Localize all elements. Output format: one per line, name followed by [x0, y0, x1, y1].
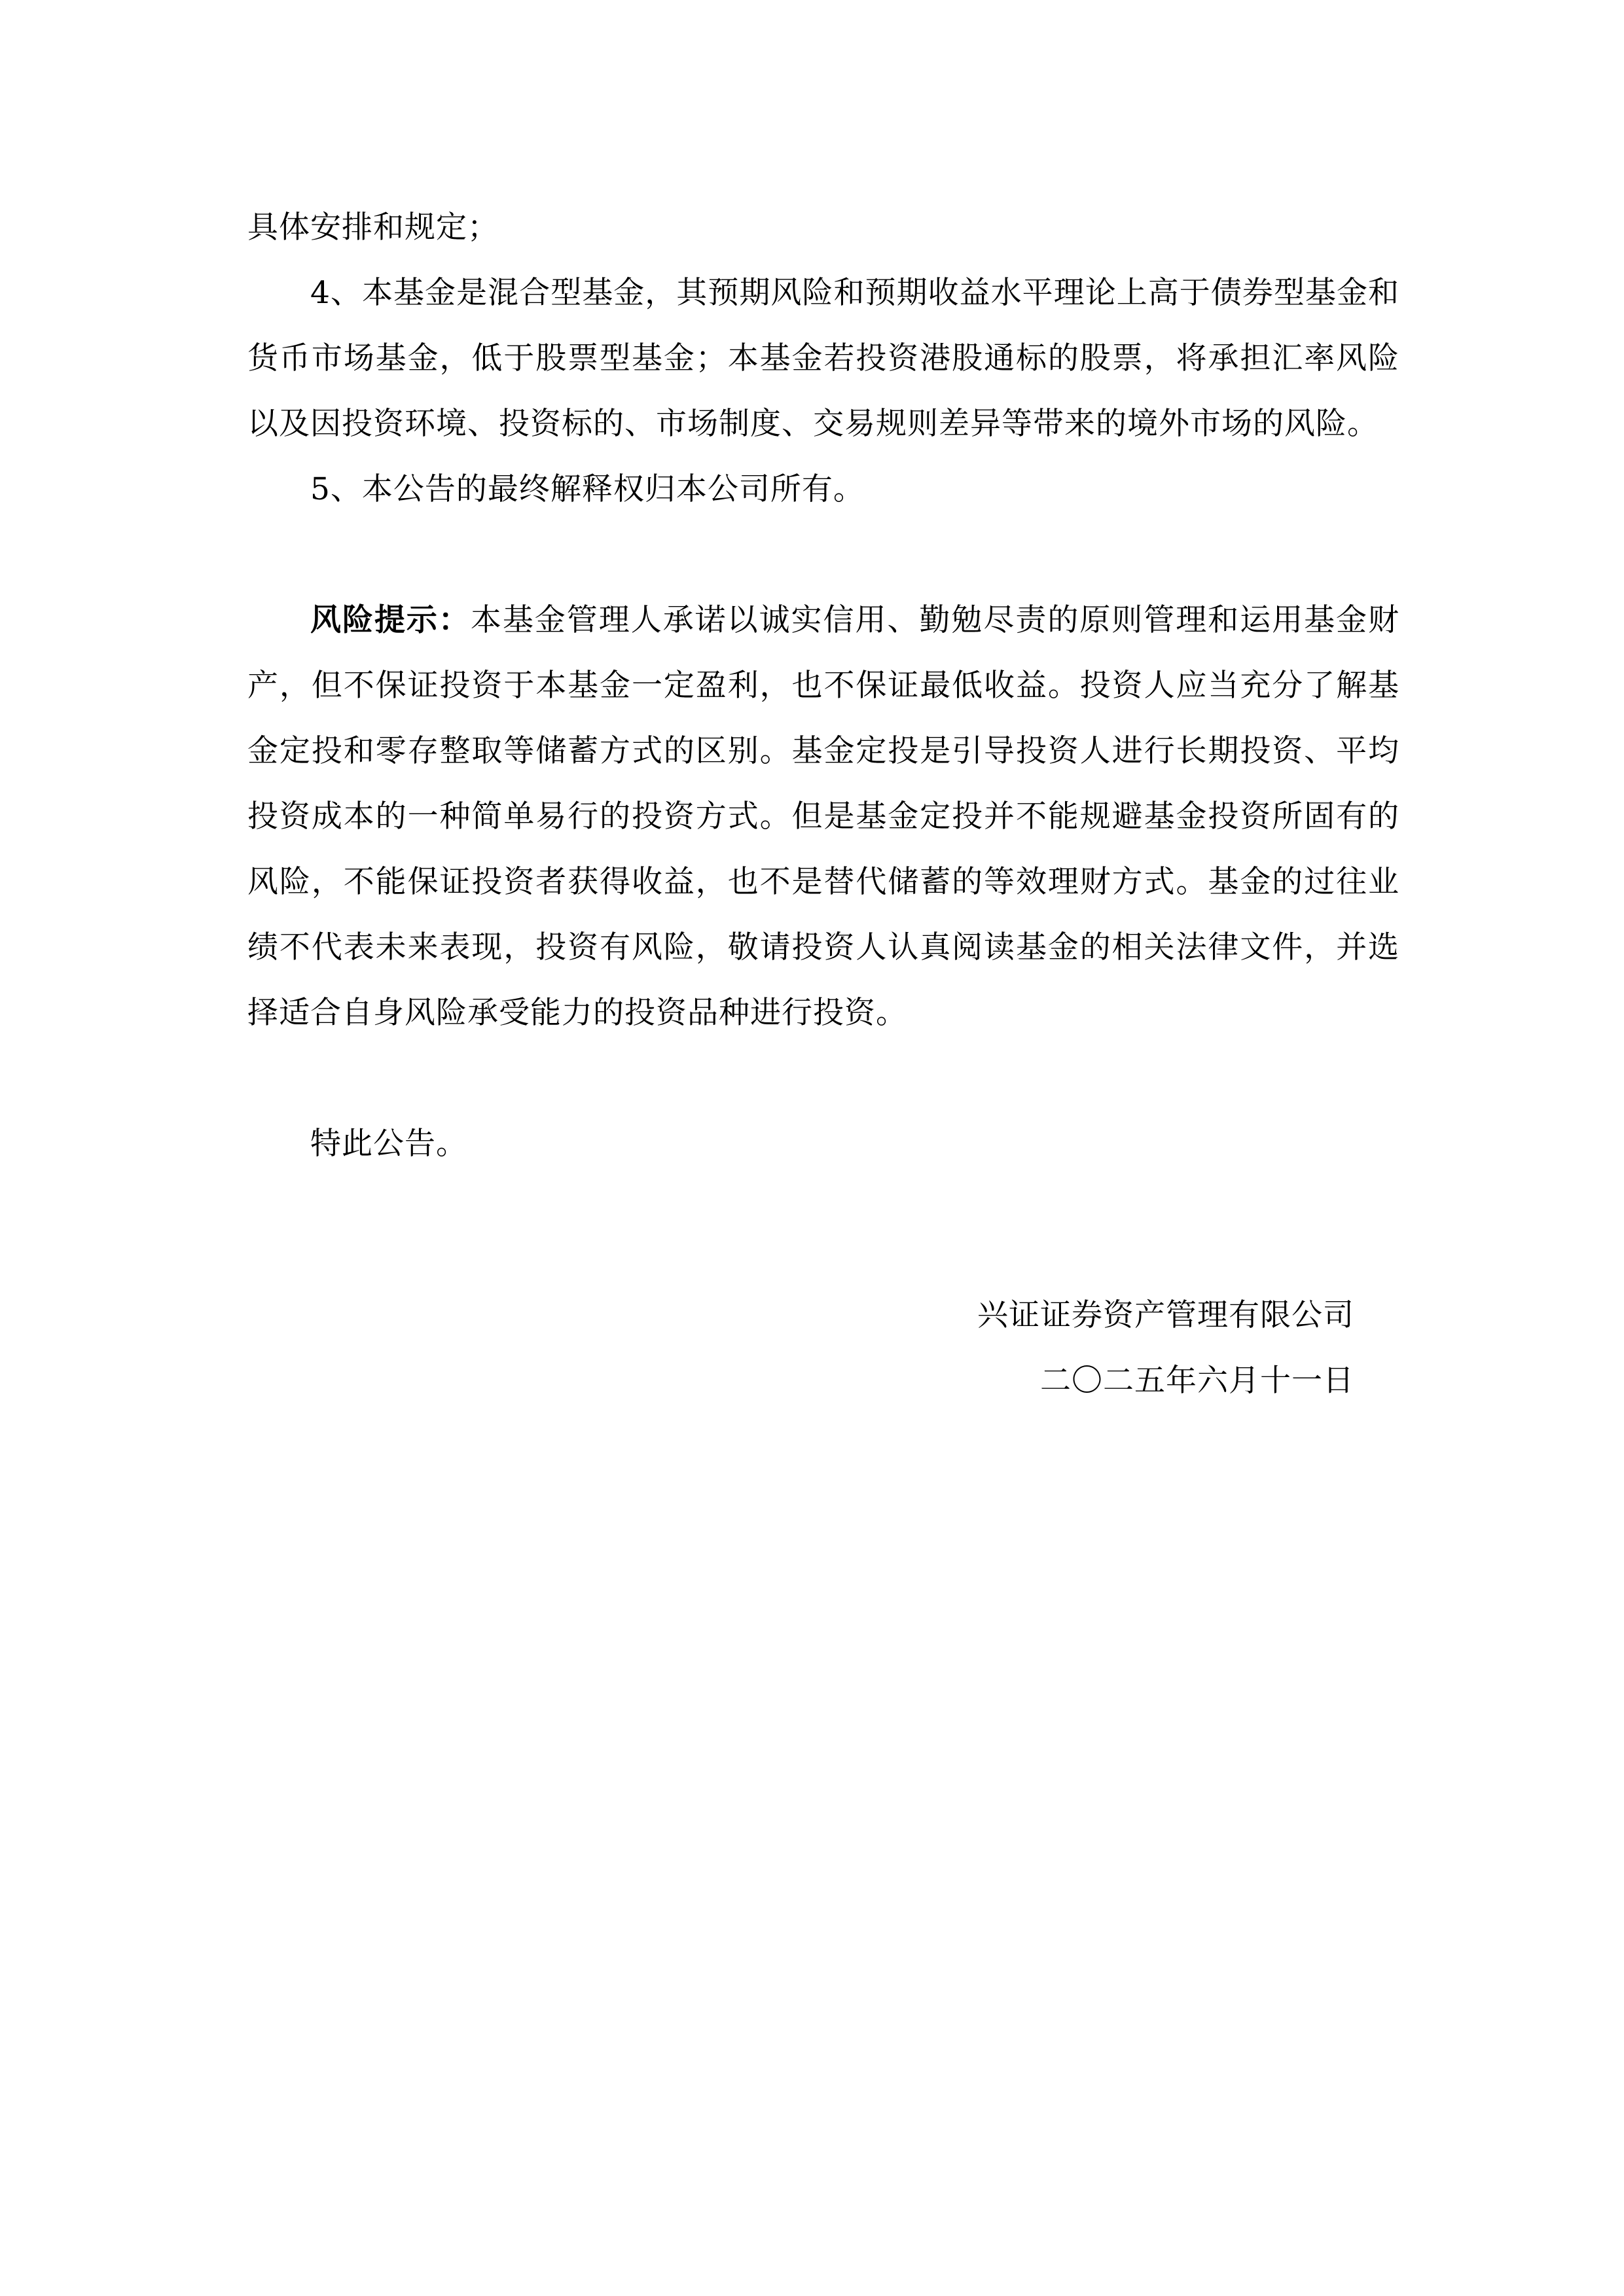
document-body: [247, 195, 1399, 1177]
signature-block: [977, 1283, 1354, 1414]
risk-warning-label: 风险提示：: [310, 602, 471, 638]
signature-date: 二〇二五年六月十一日: [1040, 1363, 1354, 1399]
spacer: [247, 1046, 1399, 1111]
closing-statement: 特此公告。: [310, 1126, 467, 1162]
signature-company: 兴证证券资产管理有限公司: [977, 1297, 1354, 1333]
item-5-paragraph: 5、本公告的最终解释权归本公司所有。: [310, 471, 865, 507]
item-4-paragraph: 4、本基金是混合型基金，其预期风险和预期收益水平理论上高于债券型基金和货币市场基金，低于股票型基金；本基金若投资港股通标的股票，将承担汇率风险以及因投资环境、投资标的、市场制度、交易规则差异等带来的境外市场的风险。: [247, 275, 1399, 442]
risk-warning-text: 本基金管理人承诺以诚实信用、勤勉尽责的原则管理和运用基金财产，但不保证投资于本基金一定盈利，也不保证最低收益。投资人应当充分了解基金定投和零存整取等储蓄方式的区别。基金定投是引导投资人进行长期投资、平均投资成本的一种简单易行的投资方式。但是基金定投并不能规避基金投资所固有的风险，不能保证投资者获得收益，也不是替代储蓄的等效理财方式。基金的过往业绩不代表未来表现，投资有风险，敬请投资人认真阅读基金的相关法律文件，并选择适合自身风险承受能力的投资品种进行投资。: [247, 602, 1400, 1031]
intro-continuation: 具体安排和规定；: [247, 209, 499, 245]
spacer: [247, 522, 1399, 588]
risk-warning-paragraph: [247, 588, 1399, 1046]
